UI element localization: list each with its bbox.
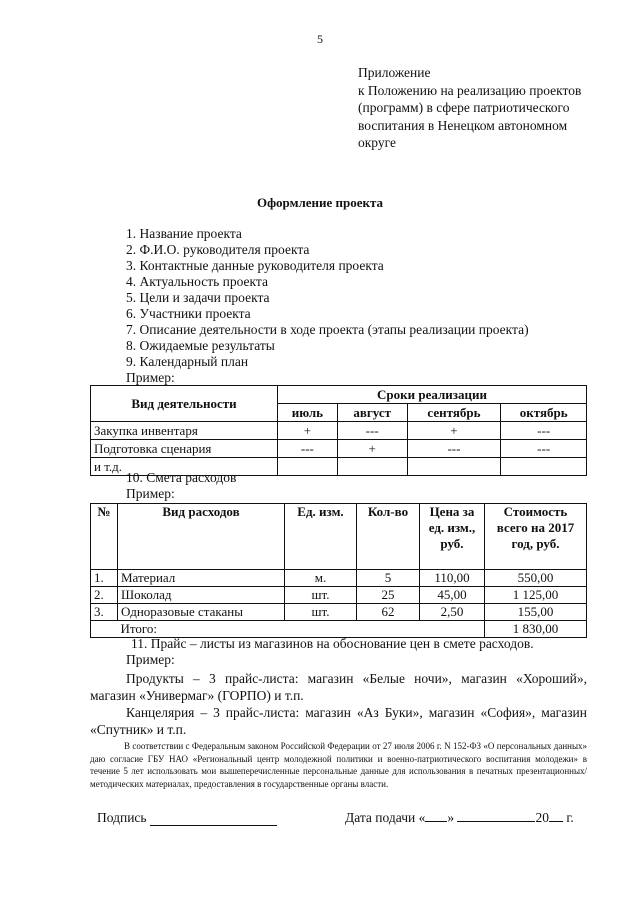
section-item: 4. Актуальность проекта — [126, 274, 268, 289]
activity-cell: Подготовка сценария — [91, 440, 278, 458]
section-item: 3. Контактные данные руководителя проекта — [126, 258, 384, 273]
section-item: 2. Ф.И.О. руководителя проекта — [126, 242, 310, 257]
document-title: Оформление проекта — [256, 195, 384, 210]
section-item: 1. Название проекта — [126, 226, 242, 241]
appendix-line: (программ) в сфере патриотического — [358, 100, 570, 115]
activity-cell: и т.д. — [91, 458, 278, 476]
appendix-line: воспитания в Ненецком автономном — [358, 117, 568, 133]
total-row — [91, 621, 587, 638]
signature-label: Подпись — [97, 810, 147, 825]
mark-cell: --- — [501, 422, 587, 440]
mark-cell: --- — [407, 440, 501, 458]
total-label: Итого: — [118, 621, 485, 638]
submission-date — [345, 810, 574, 826]
unit-cell: шт. — [285, 587, 357, 604]
mark-cell: + — [278, 422, 338, 440]
mark-cell: + — [337, 440, 407, 458]
appendix-note — [358, 64, 618, 152]
col-qty-header: Кол-во — [357, 504, 420, 570]
type-cell: Одноразовые стаканы — [118, 604, 285, 621]
cost-cell: 1 125,00 — [485, 587, 587, 604]
example-label: Пример: — [126, 370, 175, 385]
price-section-title: 11. Прайс – листы из магазинов на обоснование цен в смете расходов. — [131, 636, 534, 651]
month-header: сентябрь — [407, 404, 501, 422]
month-header: август — [337, 404, 407, 422]
stationery-paragraph: Канцелярия – 3 прайс-листа: магазин «Аз Буки», магазин «София», магазин «Спутник» и т.п. — [90, 705, 587, 737]
month-header: июль — [278, 404, 338, 422]
table-row — [91, 422, 587, 440]
mark-cell — [407, 458, 501, 476]
mark-cell: --- — [337, 422, 407, 440]
year-field[interactable] — [549, 821, 563, 822]
mark-cell — [501, 458, 587, 476]
col-num-header: № — [91, 504, 118, 570]
section-item: 7. Описание деятельности в ходе проекта (этапы реализации проекта) — [126, 322, 529, 337]
signature-line[interactable] — [150, 824, 277, 826]
col-unit-header: Ед. изм. — [285, 504, 357, 570]
table-row — [91, 604, 587, 621]
type-cell: Шоколад — [118, 587, 285, 604]
calendar-plan-table — [90, 385, 587, 476]
qty-cell: 25 — [357, 587, 420, 604]
day-field[interactable] — [425, 821, 447, 822]
mark-cell: --- — [278, 440, 338, 458]
sections-list — [126, 226, 529, 386]
section-item: 6. Участники проекта — [126, 306, 251, 321]
col-terms-header: Сроки реализации — [278, 386, 587, 404]
col-price-header: Цена за ед. изм., руб. — [420, 504, 485, 570]
price-cell: 2,50 — [420, 604, 485, 621]
mark-cell: --- — [501, 440, 587, 458]
month-header: октябрь — [501, 404, 587, 422]
example-label: Пример: — [126, 652, 175, 667]
qty-cell: 62 — [357, 604, 420, 621]
mark-cell — [337, 458, 407, 476]
budget-table — [90, 503, 587, 638]
unit-cell: м. — [285, 570, 357, 587]
example-label: Пример: — [126, 486, 175, 501]
date-mid: » — [447, 810, 455, 825]
mark-cell — [278, 458, 338, 476]
num-cell: 1. — [91, 570, 118, 587]
table-row — [91, 587, 587, 604]
products-paragraph: Продукты – 3 прайс-листа: магазин «Белые ночи», магазин «Хороший», магазин «Универмаг» (ГОРПО) и т.п. — [90, 671, 587, 703]
appendix-line: округе — [358, 135, 396, 150]
table-row — [91, 570, 587, 587]
qty-cell: 5 — [357, 570, 420, 587]
total-value: 1 830,00 — [485, 621, 587, 638]
appendix-line: к Положению на реализацию проектов — [358, 82, 582, 98]
month-field[interactable] — [457, 821, 535, 822]
col-activity-header: Вид деятельности — [91, 386, 278, 422]
cost-cell: 155,00 — [485, 604, 587, 621]
cost-cell: 550,00 — [485, 570, 587, 587]
date-prefix: Дата подачи « — [345, 810, 426, 825]
price-cell: 45,00 — [420, 587, 485, 604]
year-suffix: г. — [566, 810, 574, 825]
section-item: 8. Ожидаемые результаты — [126, 338, 275, 353]
table-row — [91, 440, 587, 458]
appendix-line: Приложение — [358, 65, 431, 80]
year-prefix: 20 — [535, 810, 549, 825]
section-item: 9. Календарный план — [126, 354, 249, 369]
type-cell: Материал — [118, 570, 285, 587]
unit-cell: шт. — [285, 604, 357, 621]
consent-text: В соответствии с Федеральным законом Российской Федерации от 27 июля 2006 г. N 152-ФЗ «О персональных данных» даю согласие ГБУ НАО «Региональный центр молодежной политики и военно-патриотического воспитания молодежи» в течение 5 лет использовать мои вышеперечисленные персональные данные для использования в печатных презентационных/методических материалах, предоставления в государственные органы власти. — [90, 741, 587, 789]
activity-cell: Закупка инвентаря — [91, 422, 278, 440]
num-cell: 3. — [91, 604, 118, 621]
num-cell: 2. — [91, 587, 118, 604]
mark-cell: + — [407, 422, 501, 440]
page-number: 5 — [317, 32, 323, 46]
price-cell: 110,00 — [420, 570, 485, 587]
col-cost-header: Стоимость всего на 2017 год, руб. — [485, 504, 587, 570]
col-type-header: Вид расходов — [118, 504, 285, 570]
budget-section-title: 10. Смета расходов — [126, 470, 237, 485]
section-item: 5. Цели и задачи проекта — [126, 290, 270, 305]
